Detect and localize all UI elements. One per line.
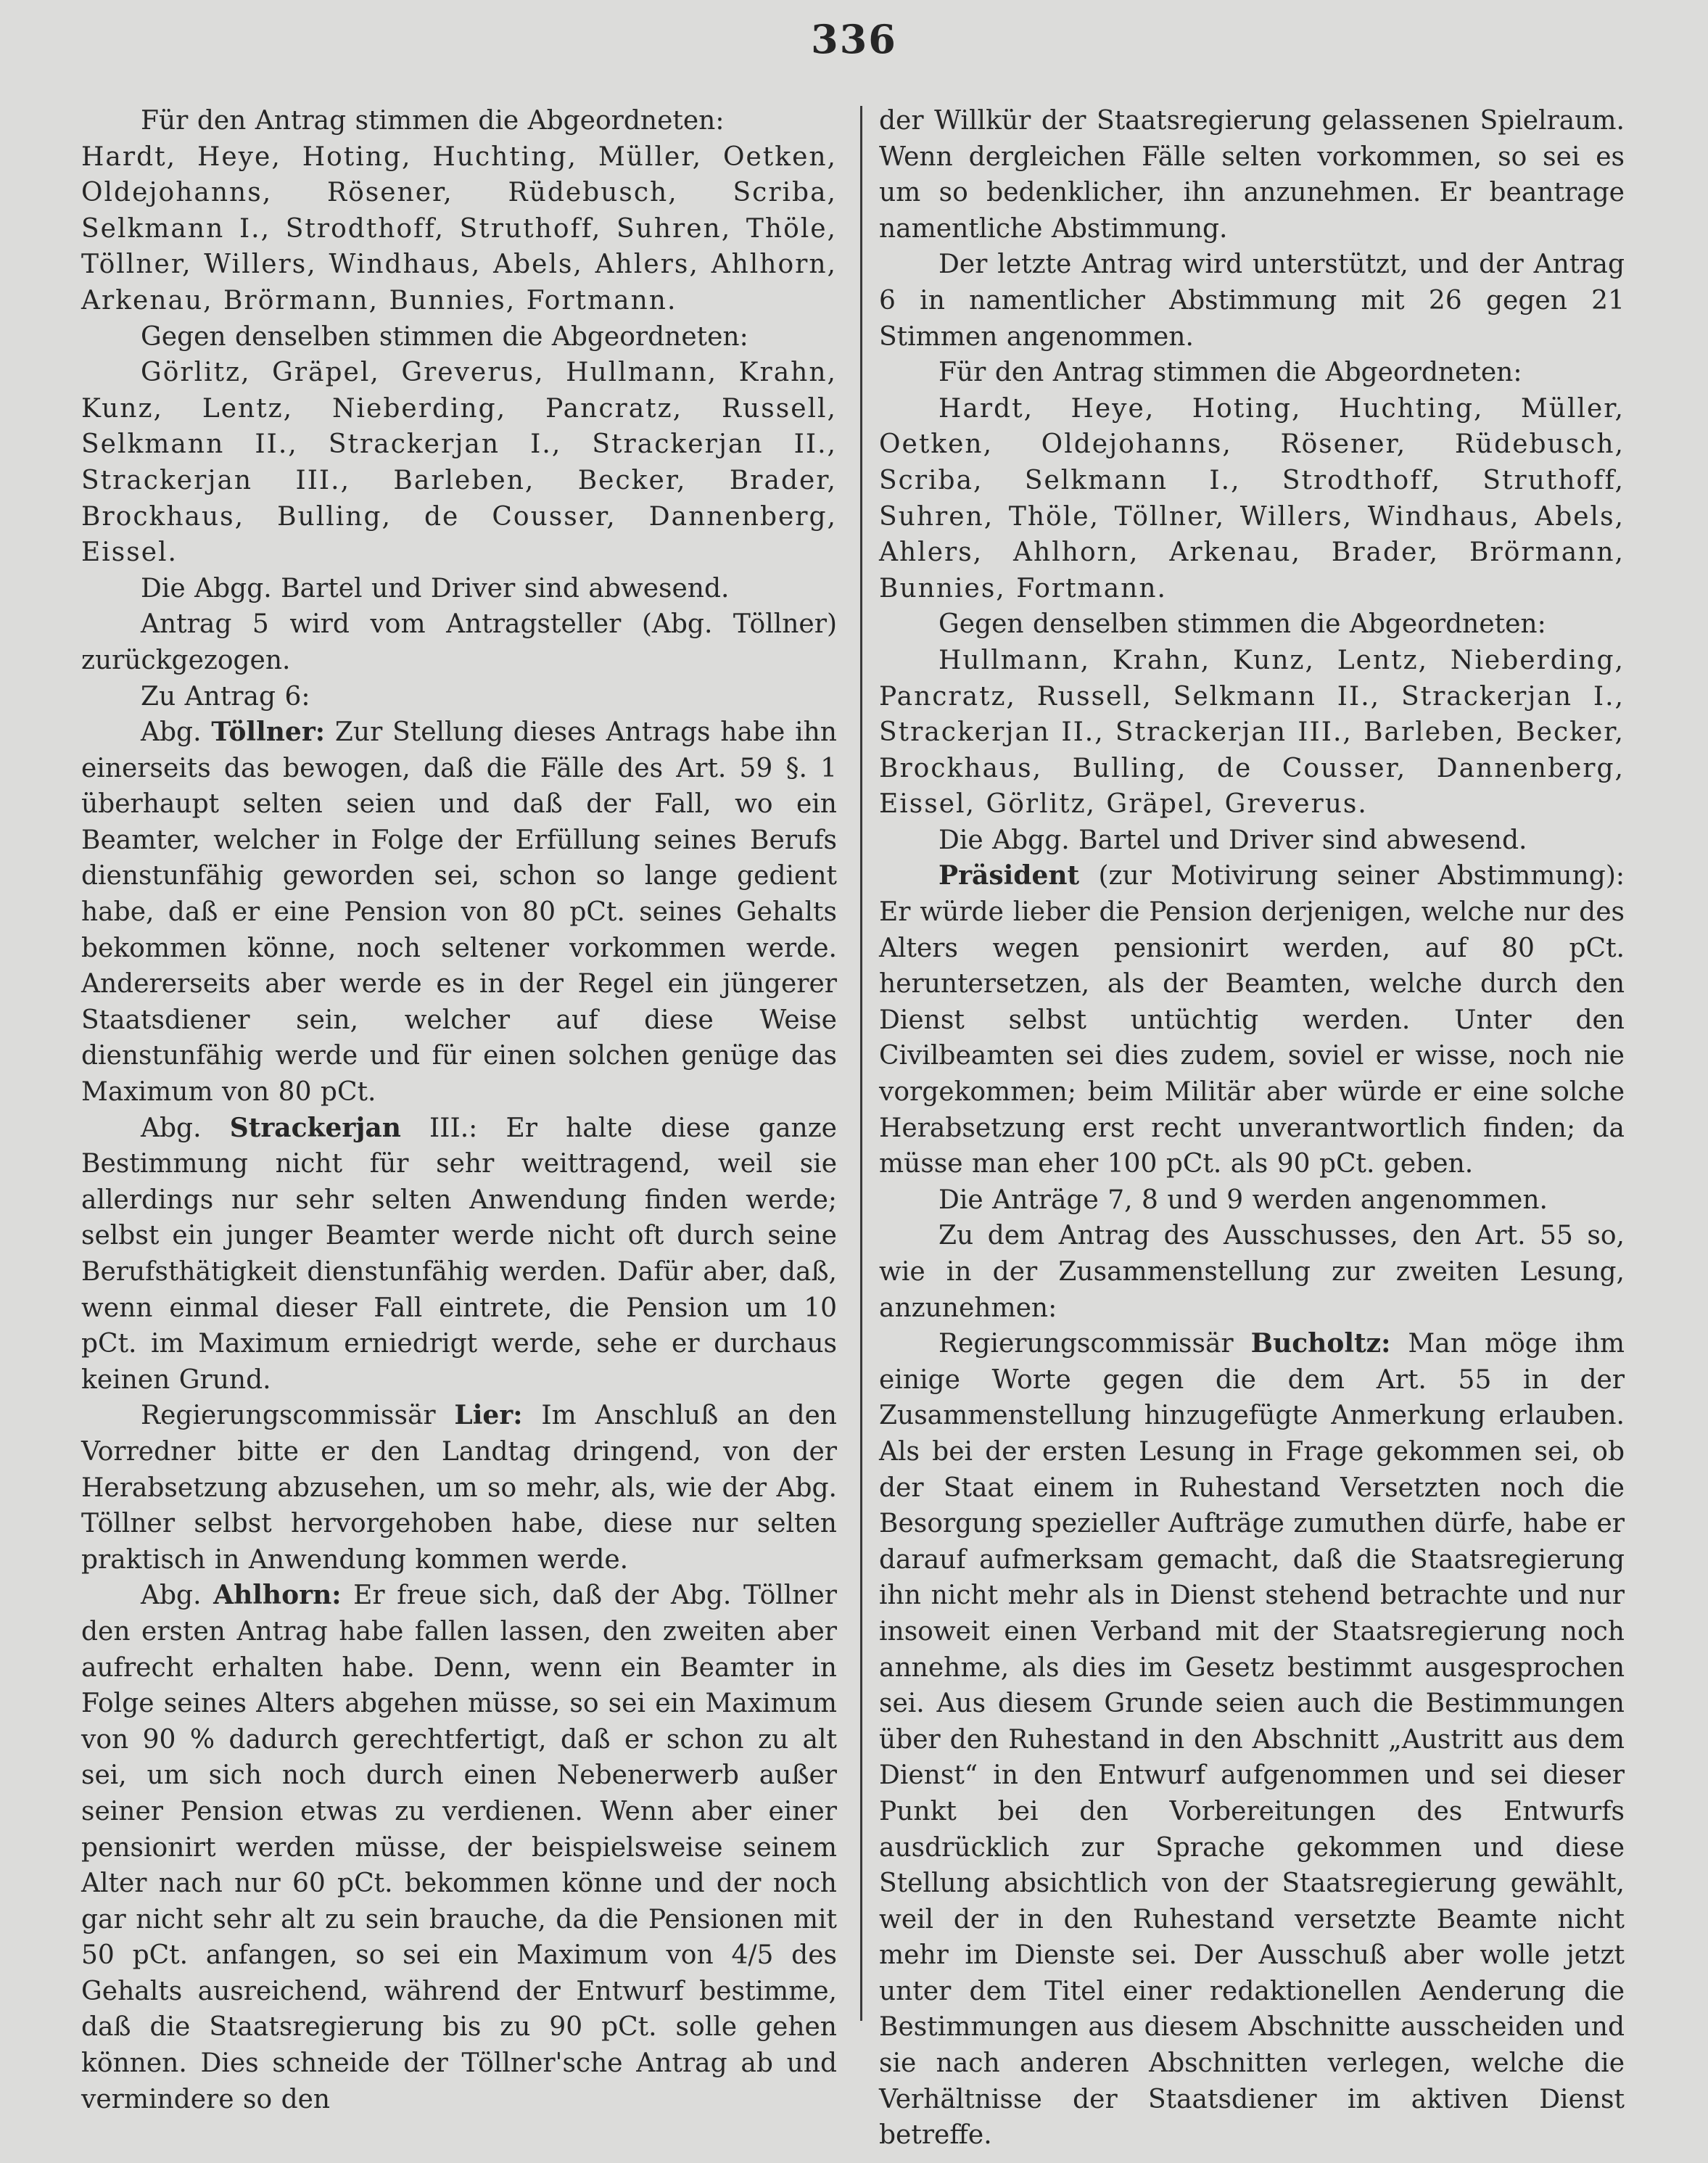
paragraph bbox=[81, 1111, 837, 1398]
paragraph bbox=[81, 1578, 837, 2117]
paragraph bbox=[81, 103, 837, 139]
paragraph bbox=[81, 571, 837, 607]
paragraph-text: Zu Antrag 6: bbox=[141, 681, 310, 712]
column-divider bbox=[860, 106, 862, 2021]
speaker-title: Regierungscommissär bbox=[938, 1329, 1251, 1359]
paragraph-text: Gegen denselben stimmen die Abgeordneten: bbox=[141, 321, 748, 352]
paragraph bbox=[879, 606, 1625, 643]
paragraph-text: Im Anschluß an den Vorredner bitte er den Landtag dringend, von der Herabsetzung abzusehen, um so mehr, als, wie der Abg. Töllner selbst hervorgehoben habe, diese nur selten praktisch in Anwendung kommen werde. bbox=[81, 1401, 837, 1575]
paragraph-text: Der letzte Antrag wird unterstützt, und der Antrag 6 in namentlicher Abstimmung mit 26 gegen 21 Stimmen angenommen. bbox=[879, 250, 1625, 352]
speaker-title: Abg. bbox=[141, 1581, 214, 1611]
speaker-title: Abg. bbox=[141, 717, 212, 748]
paragraph-text: Hardt, Heye, Hoting, Huchting, Müller, Oetken, Oldejohanns, Rösener, Rüdebusch, Scriba, Selkmann I., Strodthoff, Struthoff, Suhren, Thöle, Töllner, Willers, Windhaus, Abels, Ahlers, Ahlhorn, Arkenau, Brader, Brörmann, Bunnies, Fortmann. bbox=[879, 393, 1625, 603]
paragraph-text: Hardt, Heye, Hoting, Huchting, Müller, Oetken, Oldejohanns, Rösener, Rüdebusch, Scriba, Selkmann I., Strodthoff, Struthoff, Suhren, Thöle, Töllner, Willers, Windhaus, Abels, Ahlers, Ahlhorn, Arkenau, Brörmann, Bunnies, Fortmann. bbox=[81, 141, 837, 316]
speaker-name: Präsident bbox=[938, 860, 1080, 891]
paragraph bbox=[879, 823, 1625, 859]
paragraph-text: III.: Er halte diese ganze Bestimmung nicht für sehr weittragend, weil sie allerdings nur sehr selten Anwendung finden werde; selbst ein junger Beamter werde nicht oft durch seine Berufsthätigkeit dienstunfähig werden. Dafür aber, daß, wenn einmal dieser Fall eintrete, die Pension um 10 pCt. im Maximum erniedrigt werde, sehe er durchaus keinen Grund. bbox=[81, 1113, 837, 1395]
paragraph bbox=[879, 1182, 1625, 1219]
right-column bbox=[879, 103, 1625, 2154]
paragraph-text: Zu dem Antrag des Ausschusses, den Art. 55 so, wie in der Zusammenstellung zur zweiten Lesung, anzunehmen: bbox=[879, 1221, 1625, 1323]
paragraph-text: Hullmann, Krahn, Kunz, Lentz, Nieberding, Pancratz, Russell, Selkmann II., Strackerjan I., Strackerjan II., Strackerjan III., Barleben, Becker, Brockhaus, Bulling, de Cousser, Dannenberg, Eissel, Görlitz, Gräpel, Greverus. bbox=[879, 645, 1625, 820]
paragraph bbox=[81, 1398, 837, 1578]
speaker-name: Lier: bbox=[454, 1400, 523, 1431]
paragraph bbox=[81, 606, 837, 678]
paragraph bbox=[879, 103, 1625, 247]
paragraph-text: Man möge ihm einige Worte gegen die dem Art. 55 in der Zusammenstellung hinzugefügte Anmerkung erlauben. Als bei der ersten Lesung in Frage gekommen sei, ob der Staat einem in Ruhestand Versetzten noch die Besorgung spezieller Aufträge zumuthen dürfe, habe er darauf aufmerksam gemacht, daß die Staatsregierung ihn nicht mehr als in Dienst stehend betrachte und nur insoweit einen Verband mit der Staatsregierung noch annehme, als dies im Gesetz bestimmt ausgesprochen sei. Aus diesem Grunde seien auch die Bestimmungen über den Ruhestand in den Abschnitt „Austritt aus dem Dienst“ in den Entwurf aufgenommen und sei dieser Punkt bei den Vorbereitungen des Entwurfs ausdrücklich zur Sprache gekommen und diese Stellung absichtlich von der Staatsregierung gewählt, weil der in den Ruhestand versetzte Beamte nicht mehr im Dienste sei. Der Ausschuß aber wolle jetzt unter dem Titel einer redaktionellen Aenderung die Bestimmungen aus diesem Abschnitte ausscheiden und sie nach anderen Abschnitten verlegen, welche die Verhältnisse der Staatsdiener im aktiven Dienst betreffe. bbox=[879, 1329, 1625, 2151]
speaker-name: Bucholtz: bbox=[1250, 1328, 1391, 1359]
paragraph bbox=[81, 139, 837, 319]
paragraph-text: Görlitz, Gräpel, Greverus, Hullmann, Krahn, Kunz, Lentz, Nieberding, Pancratz, Russell, Selkmann II., Strackerjan I., Strackerjan II., Strackerjan III., Barleben, Becker, Brader, Brockhaus, Bulling, de Cousser, Dannenberg, Eissel. bbox=[81, 358, 837, 568]
paragraph-text: Zur Stellung dieses Antrags habe ihn einerseits das bewogen, daß die Fälle des Art. 59 §. 1 überhaupt selten seien und daß der Fall, wo ein Beamter, welcher in Folge der Erfüllung seines Berufs dienstunfähig geworden sei, schon so lange gedient habe, daß er eine Pension von 80 pCt. seines Gehalts bekommen könne, noch seltener vorkommen werde. Andererseits aber werde es in der Regel ein jüngerer Staatsdiener sein, welcher auf diese Weise dienstunfähig werde und für einen solchen genüge das Maximum von 80 pCt. bbox=[81, 717, 837, 1108]
paragraph bbox=[879, 1218, 1625, 1326]
paragraph bbox=[81, 355, 837, 571]
paragraph bbox=[81, 714, 837, 1111]
paragraph bbox=[879, 643, 1625, 823]
speaker-title: Regierungscommissär bbox=[141, 1401, 455, 1431]
paragraph bbox=[879, 247, 1625, 355]
paragraph-text: Für den Antrag stimmen die Abgeordneten: bbox=[938, 358, 1522, 388]
speaker-name: Töllner: bbox=[211, 717, 326, 748]
paragraph bbox=[879, 391, 1625, 607]
speaker-name: Ahlhorn: bbox=[213, 1580, 342, 1611]
paragraph bbox=[81, 319, 837, 355]
paragraph-text: Für den Antrag stimmen die Abgeordneten: bbox=[141, 106, 725, 136]
paragraph-text: Gegen denselben stimmen die Abgeordneten: bbox=[938, 609, 1546, 640]
paragraph-text: der Willkür der Staatsregierung gelassenen Spielraum. Wenn dergleichen Fälle selten vorkommen, so sei es um so bedenklicher, ihn anzunehmen. Er beantrage namentliche Abstimmung. bbox=[879, 106, 1625, 244]
paragraph bbox=[81, 679, 837, 715]
speaker-title: Abg. bbox=[141, 1113, 230, 1143]
paragraph-text: (zur Motivirung seiner Abstimmung): Er würde lieber die Pension derjenigen, welche nur des Alters wegen pensionirt werden, auf 80 pCt. heruntersetzen, als der Beamten, welche durch den Dienst selbst untüchtig werden. Unter den Civilbeamten sei dies zudem, soviel er wisse, noch nie vorgekommen; beim Militär aber würde er eine solche Herabsetzung erst recht unverantwortlich finden; da müsse man eher 100 pCt. als 90 pCt. geben. bbox=[879, 861, 1625, 1179]
paragraph-text: Die Abgg. Bartel und Driver sind abwesend. bbox=[938, 825, 1527, 855]
paragraph-text: Er freue sich, daß der Abg. Töllner den ersten Antrag habe fallen lassen, den zweiten aber aufrecht erhalten habe. Denn, wenn ein Beamter in Folge seines Alters abgehen müsse, so sei ein Maximum von 90 % dadurch gerechtfertigt, daß er schon zu alt sei, um sich noch durch einen Nebenerwerb außer seiner Pension etwas zu verdienen. Wenn aber einer pensionirt werden müsse, der beispielsweise seinem Alter nach nur 60 pCt. bekommen könne und der noch gar nicht sehr alt zu sein brauche, da die Pensionen mit 50 pCt. anfangen, so sei ein Maximum von 4/5 des Gehalts ausreichend, während der Entwurf bestimme, daß die Staatsregierung bis zu 90 pCt. solle gehen können. Dies schneide der Töllner'sche Antrag ab und vermindere so den bbox=[81, 1581, 837, 2114]
left-column bbox=[81, 103, 837, 2117]
paragraph-text: Antrag 5 wird vom Antragsteller (Abg. Töllner) zurückgezogen. bbox=[81, 609, 837, 675]
paragraph-text: Die Anträge 7, 8 und 9 werden angenommen. bbox=[938, 1184, 1548, 1215]
speaker-name: Strackerjan bbox=[229, 1112, 401, 1143]
paragraph-text: Die Abgg. Bartel und Driver sind abwesend. bbox=[141, 573, 730, 603]
paragraph bbox=[879, 355, 1625, 391]
paragraph bbox=[879, 858, 1625, 1182]
page-number: 336 bbox=[811, 16, 897, 62]
paragraph bbox=[879, 1326, 1625, 2154]
